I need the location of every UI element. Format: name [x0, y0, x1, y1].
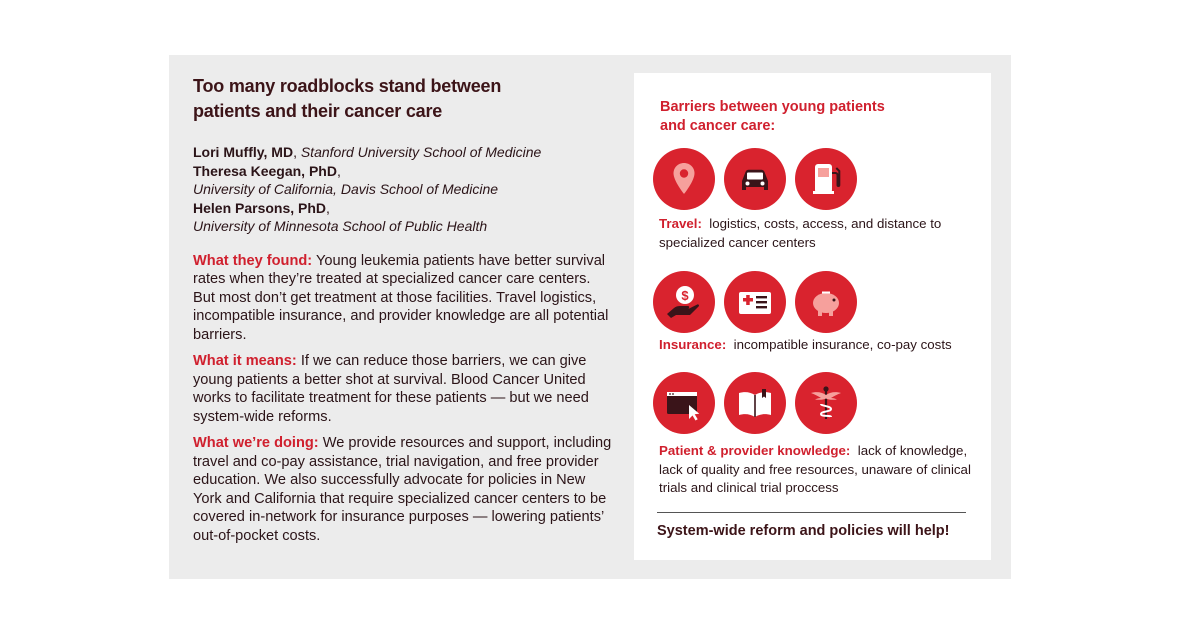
section-doing [193, 434, 613, 545]
knowledge-text: lack of knowledge, lack of quality and free resources, unaware of clinical trials and clinical trial proccess [659, 443, 971, 495]
title-line-1: Too many roadblocks stand between [193, 76, 502, 96]
author-affiliation: University of Minnesota School of Public Health [193, 218, 488, 234]
author-name: Lori Muffly, MD [193, 144, 294, 160]
open-book-icon [724, 372, 786, 434]
section-text: If we can reduce those barriers, we can give young patients a better shot at survival. Blood Cancer United works to facilitate treatment for these patients — but we need system-wide reforms. [193, 353, 589, 425]
browser-cursor-icon [653, 372, 715, 434]
author-name: Helen Parsons, PhD [193, 199, 327, 216]
author-affiliation: University of California, Davis School of Medicine [193, 181, 499, 197]
author-name: Theresa Keegan, PhD [193, 162, 337, 179]
travel-icons [653, 148, 857, 210]
knowledge-description [659, 442, 979, 498]
map-pin-icon [653, 148, 715, 210]
article-title [193, 74, 613, 124]
section-text: We provide resources and support, including travel and co-pay assistance, trial navigation, and free provider education. We also successfully advocate for policies in New York and California that require specialized cancer centers to be covered in-network for insurance purposes — lowering patients’ out-of-pocket costs. [193, 435, 612, 544]
section-label: What it means: [193, 353, 297, 369]
divider [657, 512, 966, 513]
barriers-title-line-2: and cancer care: [660, 117, 776, 134]
car-icon [724, 148, 786, 210]
section-text: Young leukemia patients have better survival rates when they’re treated at specialized cancer care centers. But most don’t get treatment at those facilities. Travel logistics, incompatible insurance, and provider knowledge are all potential barriers. [193, 252, 609, 343]
travel-text: logistics, costs, access, and distance to specialized cancer centers [659, 216, 942, 250]
knowledge-label: Patient & provider knowledge: [659, 443, 851, 458]
knowledge-icons [653, 372, 857, 434]
insurance-label: Insurance: [659, 337, 727, 352]
barriers-title [660, 98, 940, 135]
section-means [193, 352, 613, 426]
insurance-description [659, 336, 979, 355]
gas-pump-icon [795, 148, 857, 210]
author-list [193, 143, 613, 236]
author-1: Lori Muffly, MD, Stanford University School of Medicine [193, 144, 542, 160]
article [193, 74, 613, 545]
insurance-card-icon [724, 271, 786, 333]
insurance-icons [653, 271, 857, 333]
caduceus-icon [795, 372, 857, 434]
section-label: What they found: [193, 252, 313, 269]
title-line-2: patients and their cancer care [193, 101, 443, 121]
travel-description [659, 215, 979, 252]
author-2: Theresa Keegan, PhD, University of California, Davis School of Medicine [193, 162, 499, 197]
author-affiliation: Stanford University School of Medicine [300, 144, 542, 160]
barriers-title-line-1: Barriers between young patients [660, 99, 885, 115]
footer-callout: System-wide reform and policies will help! [657, 523, 950, 539]
section-found [193, 252, 613, 345]
svg-text:$: $ [681, 288, 689, 303]
travel-label: Travel: [659, 216, 702, 231]
insurance-text: incompatible insurance, co-pay costs [733, 337, 952, 352]
section-label: What we’re doing: [193, 435, 319, 451]
piggy-bank-icon [795, 271, 857, 333]
dollar-hand-icon [653, 271, 715, 333]
author-3: Helen Parsons, PhD, University of Minnesota School of Public Health [193, 199, 488, 234]
